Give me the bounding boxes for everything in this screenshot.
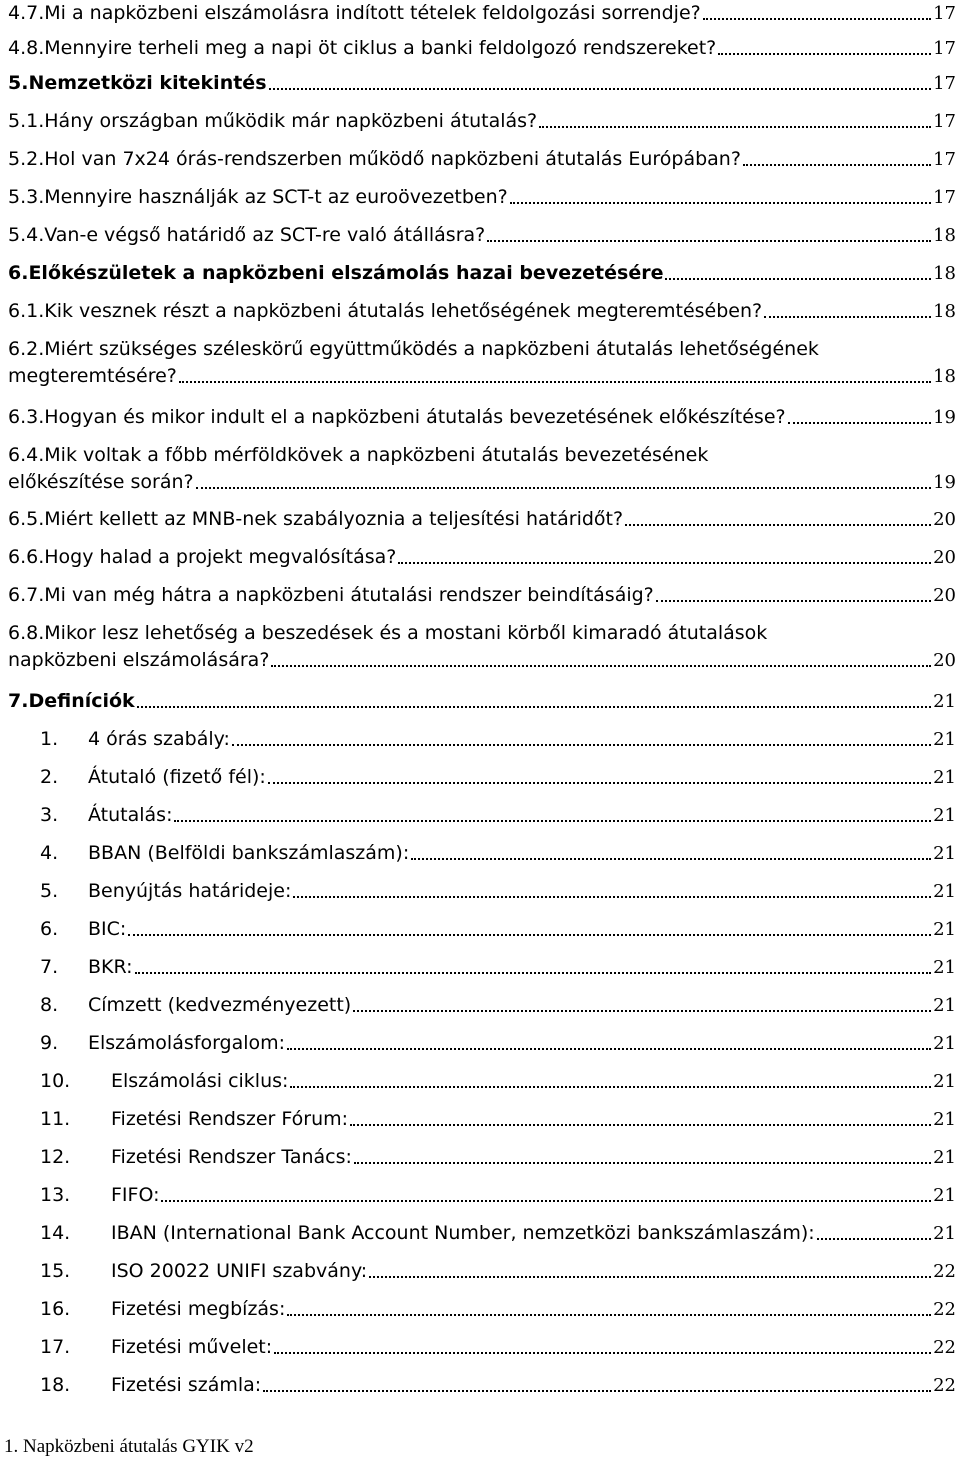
toc-entry-text: Címzett (kedvezményezett) [88, 994, 352, 1016]
toc-entry-text: Hol van 7x24 órás-rendszerben működő napközbeni átutalás Európában? [44, 148, 741, 170]
toc-entry-number: 6.8. [8, 622, 45, 644]
toc-entry-title [8, 146, 741, 173]
toc-entry[interactable] [8, 108, 956, 135]
toc-entry-text: Hogyan és mikor indult el a napközbeni átutalás bevezetésének előkészítése? [44, 406, 786, 428]
toc-page-number: 19 [933, 472, 956, 493]
toc-page-number: 21 [933, 691, 956, 712]
toc-page-number: 22 [933, 1261, 956, 1282]
toc-entry-text: napközbeni elszámolására? [8, 649, 270, 671]
toc-page-number: 21 [933, 1147, 956, 1168]
dot-leader [232, 743, 931, 746]
toc-entry[interactable] [8, 184, 956, 211]
toc-entry-title [40, 1372, 261, 1399]
toc-entry-text: Elszámolásforgalom: [88, 1032, 286, 1054]
toc-page-number: 21 [933, 957, 956, 978]
toc-page-number: 21 [933, 1223, 956, 1244]
toc-page-number: 17 [933, 38, 956, 59]
toc-entry-number: 3. [40, 804, 59, 826]
dot-leader [137, 705, 931, 708]
toc-entry[interactable] [40, 802, 956, 829]
dot-leader [269, 87, 932, 90]
toc-entry-number: 8. [40, 994, 59, 1016]
toc-entry-number: 6.5. [8, 508, 45, 530]
toc-entry-text: ISO 20022 UNIFI szabvány: [111, 1260, 368, 1282]
dot-leader [135, 971, 932, 974]
toc-entry-title [40, 1144, 352, 1171]
toc-page-number: 17 [933, 149, 956, 170]
toc-entry-title-line1: Mikor lesz lehetőség a beszedések és a mostani körből kimaradó átutalások [44, 622, 768, 644]
toc-entry[interactable] [40, 916, 956, 943]
toc-entry-number: 4.8. [8, 37, 45, 59]
toc-entry[interactable] [40, 1372, 956, 1399]
toc-page-number: 21 [933, 805, 956, 826]
toc-entry-number: 6.2. [8, 338, 45, 360]
toc-entry-number: 14. [40, 1222, 71, 1244]
toc-entry-title [40, 1182, 159, 1209]
toc-page-number: 18 [933, 301, 956, 322]
toc-entry-title [40, 1258, 367, 1285]
toc-entry-text: Hogy halad a projekt megvalósítása? [44, 546, 397, 568]
toc-entry-text: BIC: [88, 918, 127, 940]
toc-page-number: 18 [933, 263, 956, 284]
toc-entry[interactable] [40, 1220, 956, 1247]
dot-leader [350, 1123, 931, 1126]
toc-entry[interactable] [8, 544, 956, 571]
toc-entry-number: 7. [40, 956, 59, 978]
toc-entry-text: Benyújtás határideje: [88, 880, 292, 902]
dot-leader [398, 561, 931, 564]
toc-entry-title [8, 0, 701, 27]
toc-entry-number: 11. [40, 1108, 71, 1130]
toc-entry[interactable] [8, 222, 956, 249]
toc-page-number: 21 [933, 729, 956, 750]
toc-entry-number: 6. [40, 918, 59, 940]
toc-entry[interactable] [40, 726, 956, 753]
toc-entry-title [40, 1068, 288, 1095]
toc-page-number: 21 [933, 767, 956, 788]
toc-entry[interactable] [40, 878, 956, 905]
dot-leader [510, 201, 931, 204]
toc-entry-number: 5.4. [8, 224, 45, 246]
toc-entry[interactable] [40, 1106, 956, 1133]
toc-entry[interactable] [40, 954, 956, 981]
toc-entry-title [40, 992, 351, 1019]
toc-entry-title [40, 764, 266, 791]
toc-page-number: 22 [933, 1337, 956, 1358]
toc-entry-text: Definíciók [28, 690, 135, 712]
toc-entry-text: Mi a napközbeni elszámolásra indított tételek feldolgozási sorrendje? [44, 2, 701, 24]
toc-entry[interactable] [8, 0, 956, 27]
toc-entry-title [8, 260, 663, 287]
toc-page-number: 20 [933, 547, 956, 568]
toc-entry[interactable] [40, 840, 956, 867]
toc-entry-title [40, 726, 230, 753]
toc-page-number: 21 [933, 1033, 956, 1054]
toc-entry-title [8, 222, 485, 249]
dot-leader [274, 1351, 931, 1354]
dot-leader [128, 933, 931, 936]
toc-page-number: 18 [933, 225, 956, 246]
toc-entry-title [8, 469, 194, 496]
toc-entry-text: Hány országban működik már napközbeni átutalás? [44, 110, 538, 132]
toc-entry-title [40, 916, 126, 943]
toc-entry[interactable] [40, 1030, 956, 1057]
toc-page-number: 22 [933, 1375, 956, 1396]
dot-leader [817, 1237, 931, 1240]
toc-entry-title [40, 802, 172, 829]
dot-leader [718, 52, 931, 55]
toc-entry-text: IBAN (International Bank Account Number, nemzetközi bankszámlaszám): [111, 1222, 815, 1244]
toc-entry-text: Nemzetközi kitekintés [28, 72, 267, 94]
toc-entry-number: 13. [40, 1184, 71, 1206]
toc-entry-text: Előkészületek a napközbeni elszámolás hazai bevezetésére [28, 262, 664, 284]
toc-entry-number: 15. [40, 1260, 71, 1282]
dot-leader [174, 819, 931, 822]
toc-entry-text: Fizetési művelet: [111, 1336, 273, 1358]
toc-page-number: 18 [933, 366, 956, 387]
toc-entry-title [40, 1106, 348, 1133]
toc-entry-number: 18. [40, 1374, 71, 1396]
toc-entry-number: 2. [40, 766, 59, 788]
toc-entry[interactable] [8, 582, 956, 609]
toc-entry[interactable] [40, 1334, 956, 1361]
toc-entry-title [8, 70, 267, 97]
toc-entry-text: Fizetési Rendszer Fórum: [111, 1108, 349, 1130]
toc-page-number: 21 [933, 919, 956, 940]
toc-entry-number: 10. [40, 1070, 71, 1092]
toc-entry[interactable] [40, 992, 956, 1019]
toc-entry-text: megteremtésére? [8, 365, 177, 387]
toc-entry-text: Fizetési számla: [111, 1374, 262, 1396]
dot-leader [287, 1313, 931, 1316]
toc-entry-number: 5. [40, 880, 59, 902]
toc-entry[interactable] [8, 620, 956, 674]
toc-entry-title [8, 363, 177, 390]
toc-entry-number: 6.3. [8, 406, 45, 428]
toc-entry-number: 6.6. [8, 546, 45, 568]
toc-entry[interactable] [40, 1068, 956, 1095]
toc-entry[interactable] [40, 1144, 956, 1171]
toc-entry-text: Van-e végső határidő az SCT-re való átállásra? [44, 224, 486, 246]
toc-entry-title [40, 878, 291, 905]
toc-page-number: 21 [933, 1185, 956, 1206]
dot-leader [290, 1085, 931, 1088]
toc-entry-text: Mennyire használják az SCT-t az euroövezetben? [44, 186, 508, 208]
toc-page-number: 20 [933, 509, 956, 530]
toc-entry[interactable] [40, 1182, 956, 1209]
toc-entry-text: BBAN (Belföldi bankszámlaszám): [88, 842, 410, 864]
dot-leader [369, 1275, 931, 1278]
toc-entry[interactable] [8, 442, 956, 496]
toc-entry[interactable] [8, 688, 956, 715]
toc-entry-number: 17. [40, 1336, 71, 1358]
toc-entry[interactable] [8, 146, 956, 173]
toc-entry-title [8, 647, 269, 674]
dot-leader [268, 781, 931, 784]
toc-entry-number: 6.7. [8, 584, 45, 606]
toc-entry-title [8, 404, 786, 431]
toc-entry[interactable] [8, 70, 956, 97]
toc-entry-text: előkészítése során? [8, 471, 194, 493]
toc-entry-title [8, 35, 716, 62]
toc-page-number: 17 [933, 187, 956, 208]
toc-entry[interactable] [8, 35, 956, 62]
toc-entry-text: Fizetési megbízás: [111, 1298, 286, 1320]
dot-leader [263, 1389, 931, 1392]
toc-entry-title [40, 1220, 815, 1247]
toc-entry-number: 5.1. [8, 110, 45, 132]
toc-entry-number: 7. [8, 690, 29, 712]
toc-page-number: 21 [933, 1071, 956, 1092]
dot-leader [539, 125, 931, 128]
toc-entry-number: 4.7. [8, 2, 45, 24]
dot-leader [743, 163, 931, 166]
toc-entry-number: 5. [8, 72, 29, 94]
toc-entry[interactable] [8, 260, 956, 287]
dot-leader [656, 599, 931, 602]
dot-leader [161, 1199, 931, 1202]
toc-entry-title [40, 1296, 285, 1323]
toc-entry-title [8, 506, 623, 533]
toc-entry-number: 6. [8, 262, 29, 284]
toc-entry[interactable] [8, 298, 956, 325]
toc-page-number: 17 [933, 3, 956, 24]
toc-page-number: 17 [933, 73, 956, 94]
toc-entry-text: Mi van még hátra a napközbeni átutalási rendszer beindításáig? [44, 584, 654, 606]
dot-leader [196, 486, 931, 489]
toc-entry[interactable] [40, 1258, 956, 1285]
toc-entry-text: Elszámolási ciklus: [111, 1070, 289, 1092]
dot-leader [354, 1161, 931, 1164]
toc-entry-title [8, 298, 762, 325]
dot-leader [487, 239, 931, 242]
page-footer: 1. Napközbeni átutalás GYIK v2 [4, 1436, 254, 1457]
toc-page-number: 20 [933, 650, 956, 671]
toc-entry-text: Miért kellett az MNB-nek szabályoznia a teljesítési határidőt? [44, 508, 624, 530]
toc-entry-number: 6.4. [8, 444, 45, 466]
toc-entry-text: Mennyire terheli meg a napi öt ciklus a banki feldolgozó rendszereket? [44, 37, 717, 59]
dot-leader [625, 523, 931, 526]
toc-page-number: 21 [933, 843, 956, 864]
toc-page-number: 21 [933, 995, 956, 1016]
dot-leader [271, 664, 931, 667]
toc-entry-number: 5.3. [8, 186, 45, 208]
toc-entry-text: FIFO: [111, 1184, 160, 1206]
toc-entry-text: Kik vesznek részt a napközbeni átutalás lehetőségének megteremtésében? [44, 300, 763, 322]
toc-page-number: 20 [933, 585, 956, 606]
toc-page-number: 17 [933, 111, 956, 132]
toc-entry-number: 1. [40, 728, 59, 750]
toc-entry-title [8, 184, 508, 211]
toc-page-number: 21 [933, 881, 956, 902]
toc-entry-title [40, 1334, 272, 1361]
toc-entry[interactable] [8, 404, 956, 431]
toc-entry[interactable] [8, 336, 956, 390]
dot-leader [179, 380, 931, 383]
toc-page-number: 21 [933, 1109, 956, 1130]
toc-entry-text: BKR: [88, 956, 133, 978]
toc-entry-title [8, 544, 396, 571]
dot-leader [293, 895, 931, 898]
toc-entry-text: 4 órás szabály: [88, 728, 230, 750]
dot-leader [788, 421, 932, 424]
toc-entry-text: Átutalás: [88, 804, 173, 826]
toc-entry-text: Átutaló (fizető fél): [88, 766, 266, 788]
dot-leader [764, 315, 931, 318]
dot-leader [353, 1009, 931, 1012]
toc-entry-number: 9. [40, 1032, 59, 1054]
toc-entry-number: 6.1. [8, 300, 45, 322]
toc-page-number: 19 [933, 407, 956, 428]
toc-entry[interactable] [8, 506, 956, 533]
toc-entry-number: 5.2. [8, 148, 45, 170]
toc-entry-title-line1: Mik voltak a főbb mérföldkövek a napközbeni átutalás bevezetésének [44, 444, 709, 466]
toc-entry-title [40, 1030, 285, 1057]
dot-leader [703, 17, 931, 20]
toc-entry[interactable] [40, 1296, 956, 1323]
toc-entry-title [8, 108, 537, 135]
toc-entry[interactable] [40, 764, 956, 791]
dot-leader [411, 857, 931, 860]
toc-entry-title [40, 840, 409, 867]
toc-entry-number: 4. [40, 842, 59, 864]
dot-leader [665, 277, 931, 280]
dot-leader [287, 1047, 931, 1050]
toc-entry-title [40, 954, 133, 981]
toc-entry-title [8, 688, 135, 715]
toc-entry-number: 16. [40, 1298, 71, 1320]
toc-entry-title [8, 582, 654, 609]
toc-entry-text: Fizetési Rendszer Tanács: [111, 1146, 352, 1168]
toc-entry-title-line1: Miért szükséges széleskörű együttműködés a napközbeni átutalás lehetőségének [44, 338, 819, 360]
toc-entry-number: 12. [40, 1146, 71, 1168]
toc-page-number: 22 [933, 1299, 956, 1320]
